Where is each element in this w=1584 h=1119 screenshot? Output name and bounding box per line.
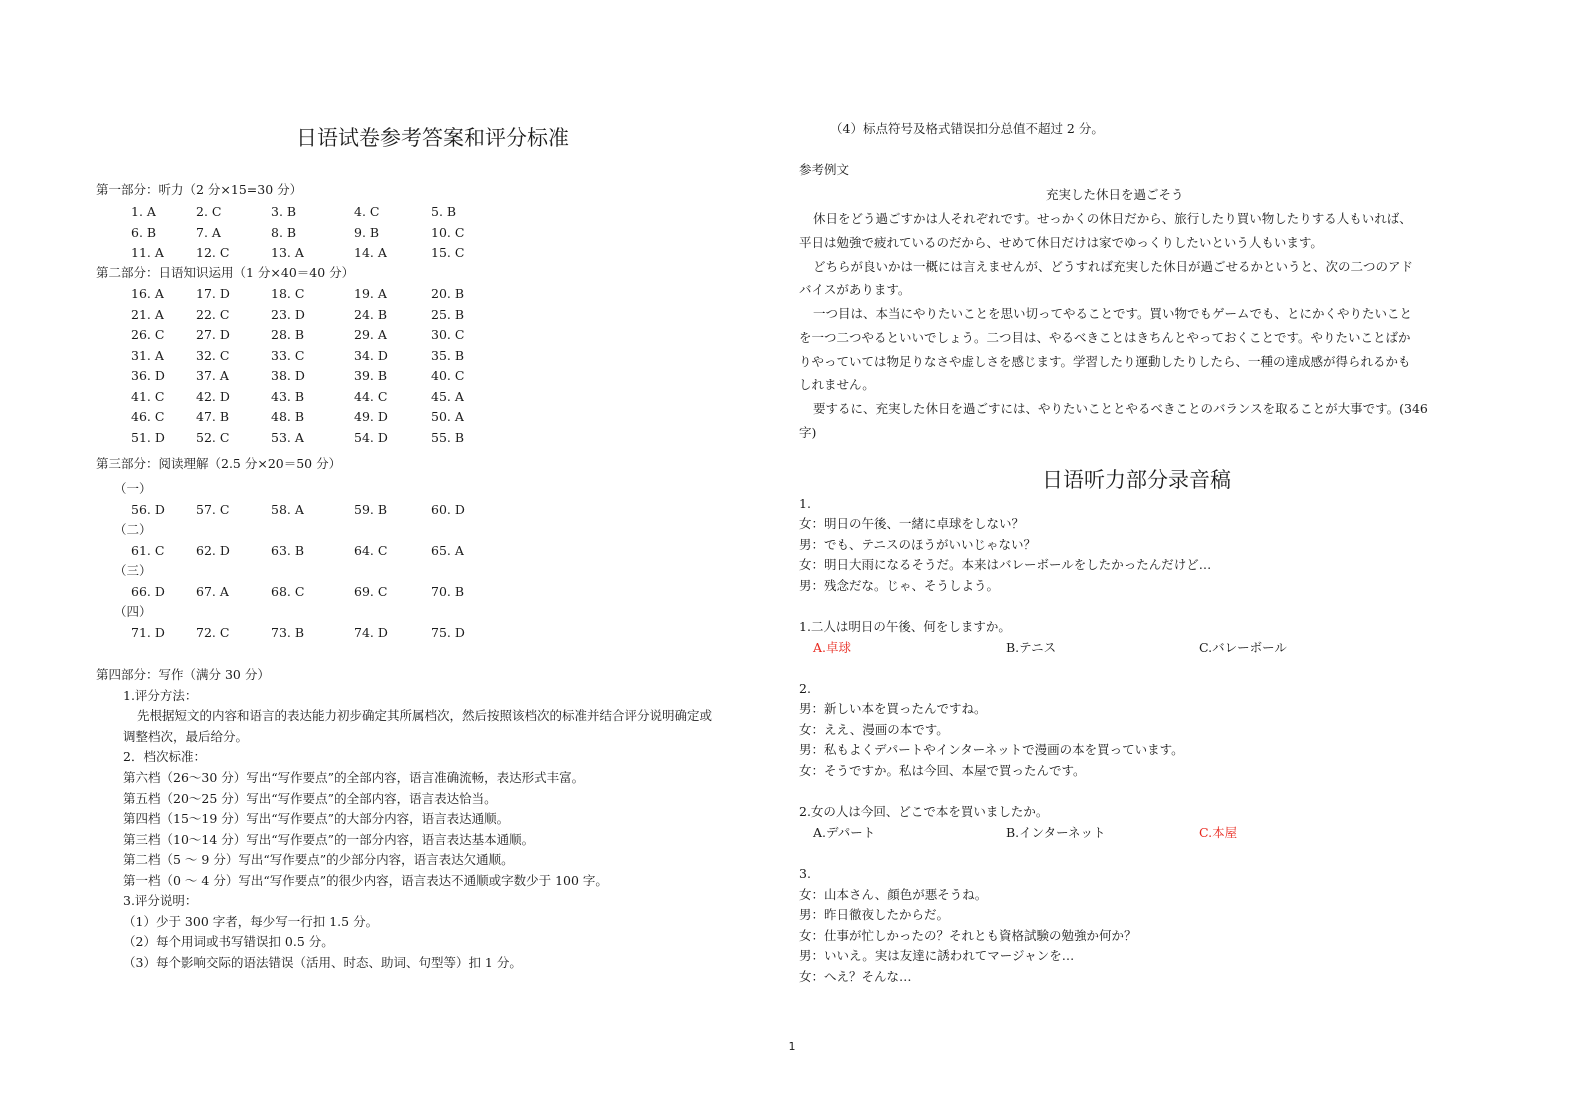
level-item: 第二档（5 ～ 9 分）写出“写作要点”的少部分内容，语言表达欠通顺。: [123, 852, 514, 867]
answer-item: 55. B: [431, 429, 465, 445]
levels-title: 2．档次标准：: [123, 749, 206, 764]
question-number: 1.: [799, 496, 811, 511]
answer-item: 8. B: [271, 224, 297, 240]
answer-item: 40. C: [431, 368, 465, 383]
essay-title: 充実した休日を過ごそう: [1046, 187, 1184, 202]
answer-item: 62. D: [196, 543, 230, 558]
section-label: （二）: [114, 522, 152, 537]
answer-item: 54. D: [354, 429, 388, 445]
dialogue-line: 女：へえ？そんな…: [799, 969, 912, 984]
dialogue-line: 男：でも、テニスのほうがいいじゃない？: [799, 537, 1037, 552]
level-item: 第四档（15～19 分）写出“写作要点”的大部分内容，语言表达通顺。: [123, 811, 510, 826]
dialogue-line: 女：山本さん、顔色が悪そうね。: [799, 887, 988, 902]
answer-item: 32. C: [196, 347, 230, 363]
answer-item: 17. D: [196, 286, 230, 301]
essay-line: しれません。: [799, 377, 875, 392]
option: B.テニス: [1006, 640, 1057, 655]
answer-item: 29. A: [354, 327, 387, 342]
question-text: 1.二人は明日の午後、何をしますか。: [799, 619, 1011, 634]
level-item: 第三档（10～14 分）写出“写作要点”的一部分内容，语言表达基本通顺。: [123, 832, 535, 847]
listening-title: 日语听力部分录音稿: [1042, 468, 1231, 492]
method-title: 1.评分方法：: [123, 688, 198, 703]
answer-item: 52. C: [196, 429, 230, 445]
answer-item: 53. A: [271, 429, 304, 445]
answer-item: 7. A: [196, 224, 221, 240]
level-item: 第五档（20～25 分）写出“写作要点”的全部内容，语言表达恰当。: [123, 791, 497, 806]
answer-item: 6. B: [131, 224, 157, 240]
answer-item: 44. C: [354, 388, 388, 404]
answer-item: 72. C: [196, 625, 230, 640]
question-text: 2.女の人は今回、どこで本を買いましたか。: [799, 804, 1049, 819]
answer-item: 63. B: [271, 543, 305, 558]
essay-line: 字): [799, 425, 817, 440]
option-correct: A.卓球: [813, 640, 852, 655]
answer-item: 67. A: [196, 584, 229, 599]
answer-item: 1. A: [131, 204, 156, 219]
answer-item: 66. D: [131, 584, 165, 599]
answer-item: 9. B: [354, 224, 380, 240]
question-number: 3.: [799, 866, 811, 881]
answer-item: 25. B: [431, 306, 465, 322]
notes-title: 3.评分说明：: [123, 893, 198, 908]
answer-item: 69. C: [354, 584, 388, 599]
essay-line: バイスがあります。: [799, 282, 911, 297]
dialogue-line: 女：明日の午後、一緒に卓球をしない？: [799, 516, 1025, 531]
answer-item: 26. C: [131, 327, 165, 342]
answer-item: 45. A: [431, 388, 464, 404]
answer-item: 74. D: [354, 625, 388, 640]
dialogue-line: 女：そうですか。私は今回、本屋で買ったんです。: [799, 763, 1086, 778]
answer-item: 46. C: [131, 409, 165, 424]
answer-item: 18. C: [271, 286, 305, 301]
answer-item: 56. D: [131, 502, 165, 517]
note-item: （3）每个影响交际的语法错误（活用、时态、助词、句型等）扣 1 分。: [123, 955, 522, 970]
answer-item: 23. D: [271, 306, 305, 322]
answer-item: 57. C: [196, 502, 230, 517]
section-label: （一）: [114, 481, 152, 496]
answer-item: 50. A: [431, 409, 464, 424]
example-label: 参考例文: [799, 162, 850, 177]
dialogue-line: 男：昨日徹夜したからだ。: [799, 907, 950, 922]
answer-item: 21. A: [131, 306, 164, 322]
dialogue-line: 女：仕事が忙しかったの？それとも資格試験の勉強か何か？: [799, 928, 1137, 943]
answer-item: 35. B: [431, 347, 465, 363]
answer-item: 64. C: [354, 543, 388, 558]
essay-line: りやっていては物足りなさや虚しさを感じます。学習したり運動したりしたら、一種の達成感が得られるかも: [799, 354, 1411, 369]
option: B.インターネット: [1006, 825, 1106, 840]
answer-item: 4. C: [354, 204, 380, 219]
option: A.デパート: [813, 825, 876, 840]
answer-item: 36. D: [131, 368, 165, 383]
dialogue-line: 男：私もよくデパートやインターネットで漫画の本を買っています。: [799, 742, 1184, 757]
answer-item: 28. B: [271, 327, 305, 342]
answer-item: 19. A: [354, 286, 387, 301]
section-label: （四）: [114, 604, 152, 619]
answer-item: 24. B: [354, 306, 388, 322]
answer-item: 58. A: [271, 502, 304, 517]
answer-item: 13. A: [271, 245, 304, 260]
section-label: （三）: [114, 563, 152, 578]
answer-item: 38. D: [271, 368, 305, 383]
page-number: 1: [788, 1040, 796, 1053]
answer-item: 48. B: [271, 409, 305, 424]
answer-item: 22. C: [196, 306, 230, 322]
note-item: （1）少于 300 字者，每少写一行扣 1.5 分。: [123, 914, 379, 929]
answer-item: 3. B: [271, 204, 297, 219]
answer-item: 75. D: [431, 625, 465, 640]
page-title: 日语试卷参考答案和评分标准: [296, 126, 569, 150]
answer-item: 68. C: [271, 584, 305, 599]
dialogue-line: 女：明日大雨になるそうだ。本来はバレーボールをしたかったんだけど…: [799, 557, 1212, 572]
dialogue-line: 男：残念だな。じゃ、そうしよう。: [799, 578, 1000, 593]
answer-item: 20. B: [431, 286, 465, 301]
answer-item: 15. C: [431, 245, 465, 260]
answer-item: 60. D: [431, 502, 465, 517]
answer-item: 14. A: [354, 245, 387, 260]
answer-item: 71. D: [131, 625, 165, 640]
part1-heading: 第一部分：听力（2 分×15=30 分）: [96, 182, 303, 197]
answer-item: 41. C: [131, 388, 165, 404]
answer-item: 31. A: [131, 347, 164, 363]
answer-item: 47. B: [196, 409, 230, 424]
answer-item: 39. B: [354, 368, 388, 383]
answer-item: 51. D: [131, 429, 165, 445]
answer-item: 65. A: [431, 543, 464, 558]
answer-item: 33. C: [271, 347, 305, 363]
answer-item: 37. A: [196, 368, 229, 383]
scoring-note-4: （4）标点符号及格式错误扣分总值不超过 2 分。: [830, 121, 1104, 136]
note-item: （2）每个用词或书写错误扣 0.5 分。: [123, 934, 334, 949]
dialogue-line: 男：いいえ。実は友達に誘われてマージャンを…: [799, 948, 1075, 963]
essay-line: 一つ目は、本当にやりたいことを思い切ってやることです。買い物でもゲームでも、とにかくやりたいこと: [813, 306, 1413, 321]
essay-line: 要するに、充実した休日を過ごすには、やりたいこととやるべきことのバランスを取ることが大事です。(346: [813, 401, 1428, 416]
answer-item: 43. B: [271, 388, 305, 404]
method-text: 调整档次，最后给分。: [123, 729, 249, 744]
part4-heading: 第四部分：写作（满分 30 分）: [96, 667, 270, 682]
answer-item: 34. D: [354, 347, 388, 363]
answer-item: 11. A: [131, 245, 164, 260]
answer-item: 42. D: [196, 388, 230, 404]
option-correct: C.本屋: [1199, 825, 1238, 840]
level-item: 第一档（0 ～ 4 分）写出“写作要点”的很少内容，语言表达不通顺或字数少于 100 字。: [123, 873, 608, 888]
level-item: 第六档（26～30 分）写出“写作要点”的全部内容，语言准确流畅，表达形式丰富。: [123, 770, 585, 785]
answer-item: 61. C: [131, 543, 165, 558]
answer-item: 5. B: [431, 204, 457, 219]
answer-item: 59. B: [354, 502, 388, 517]
part2-heading: 第二部分：日语知识运用（1 分×40＝40 分）: [96, 265, 355, 280]
essay-line: どちらが良いかは一概には言えませんが、どうすれば充実した休日が過ごせるかというと、次の二つのアド: [813, 259, 1414, 274]
essay-line: 休日をどう過ごすかは人それぞれです。せっかくの休日だから、旅行したり買い物したりする人もいれば、: [813, 211, 1412, 226]
question-number: 2.: [799, 681, 811, 696]
method-text: 先根据短文的内容和语言的表达能力初步确定其所属档次，然后按照该档次的标准并结合评分说明确定或: [137, 708, 713, 723]
dialogue-line: 男：新しい本を買ったんですね。: [799, 701, 987, 716]
answer-item: 30. C: [431, 327, 465, 342]
answer-item: 12. C: [196, 245, 230, 260]
essay-line: 平日は勉強で疲れているのだから、せめて休日だけは家でゆっくりしたいという人もいます。: [799, 235, 1323, 250]
essay-line: を一つ二つやるといいでしょう。二つ目は、やるべきことはきちんとやっておくことです。やりたいことばか: [799, 330, 1411, 345]
answer-item: 49. D: [354, 409, 388, 424]
answer-item: 10. C: [431, 224, 465, 240]
answer-item: 73. B: [271, 625, 305, 640]
part3-heading: 第三部分：阅读理解（2.5 分×20＝50 分）: [96, 456, 342, 471]
answer-item: 16. A: [131, 286, 164, 301]
answer-item: 70. B: [431, 584, 465, 599]
option: C.バレーボール: [1199, 640, 1287, 655]
answer-item: 27. D: [196, 327, 230, 342]
answer-item: 2. C: [196, 204, 222, 219]
dialogue-line: 女：ええ、漫画の本です。: [799, 722, 949, 737]
